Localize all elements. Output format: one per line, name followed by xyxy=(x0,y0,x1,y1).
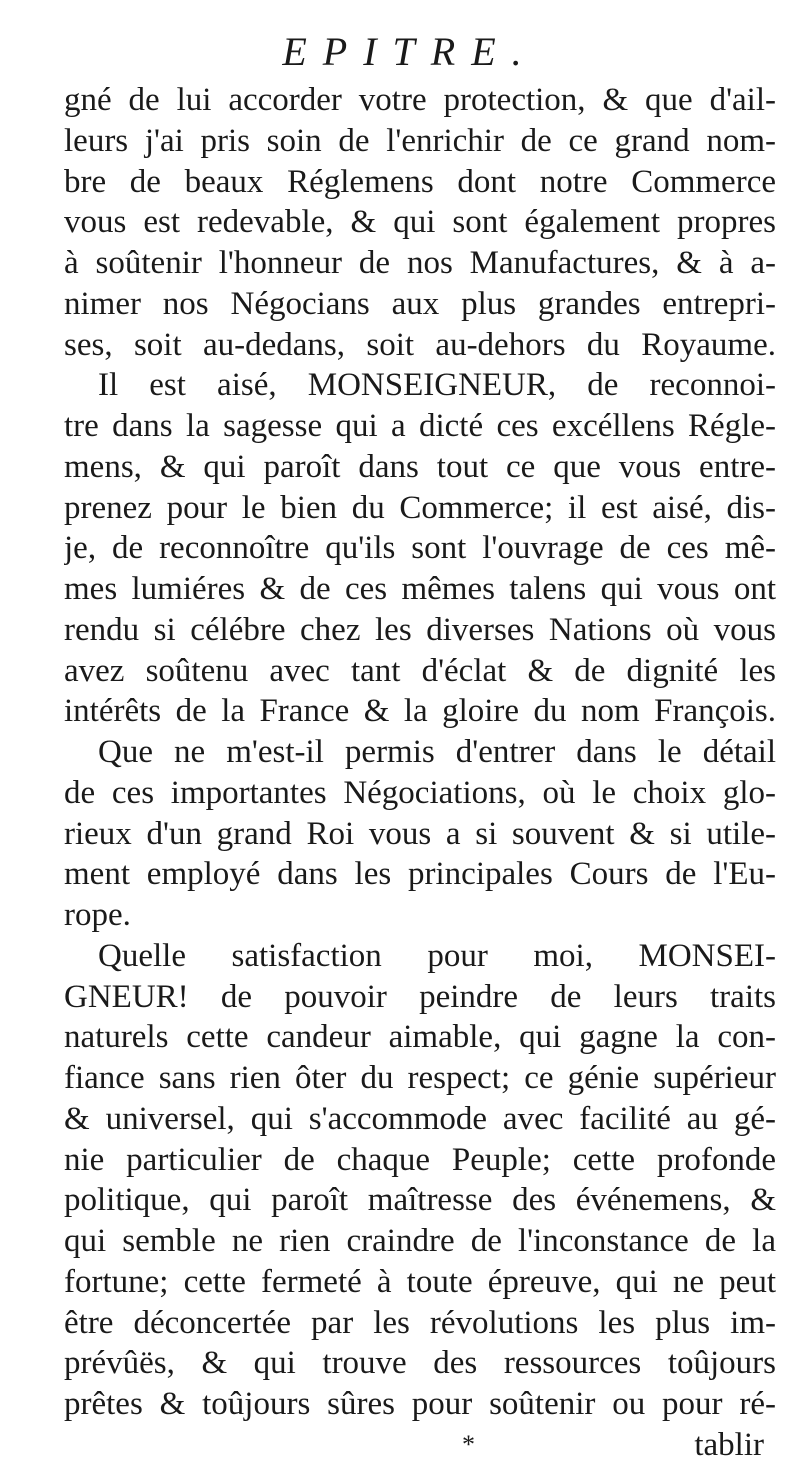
body-text xyxy=(64,80,776,1466)
text-line: mens, & qui paroît dans tout ce que vous entre- xyxy=(64,448,776,485)
text-line: fortune; cette fermeté à toute épreuve, qui ne peut xyxy=(64,1263,776,1300)
text-line: rendu si célébre chez les diverses Nations où vous xyxy=(64,611,776,648)
text-line: qui semble ne rien craindre de l'inconstance de la xyxy=(64,1223,776,1259)
text-line: être déconcertée par les révolutions les plus im- xyxy=(64,1304,776,1341)
text-line: nie particulier de chaque Peuple; cette profonde xyxy=(64,1141,776,1178)
text-line: prenez pour le bien du Commerce; il est aisé, dis- xyxy=(64,489,776,526)
text-line: intérêts de la France & la gloire du nom François. xyxy=(64,693,776,730)
text-lines xyxy=(64,80,776,1425)
text-line: fiance sans rien ôter du respect; ce génie supérieur xyxy=(64,1060,776,1096)
text-line: mes lumiéres & de ces mêmes talens qui vous ont xyxy=(64,571,776,607)
text-line: vous est redevable, & qui sont également propres xyxy=(64,204,776,241)
text-line: Quelle satisfaction pour moi, MONSEI- xyxy=(98,937,776,974)
page-footer xyxy=(64,1425,776,1466)
text-line: leurs j'ai pris soin de l'enrichir de ce grand nom- xyxy=(64,122,776,159)
text-line: ment employé dans les principales Cours de l'Eu- xyxy=(64,856,776,893)
text-line: ses, soit au-dedans, soit au-dehors du Royaume. xyxy=(64,326,776,363)
text-line: prêtes & toûjours sûres pour soûtenir ou pour ré- xyxy=(64,1386,776,1422)
running-head: EPITRE. xyxy=(282,29,538,74)
text-line: de ces importantes Négociations, où le choix glo- xyxy=(64,774,776,811)
signature-mark: * xyxy=(462,1429,475,1459)
text-line: GNEUR! de pouvoir peindre de leurs traits xyxy=(64,978,776,1015)
text-line: politique, qui paroît maîtresse des événemens, & xyxy=(64,1182,776,1219)
text-line: je, de reconnoître qu'ils sont l'ouvrage de ces mê- xyxy=(64,530,776,567)
text-line: rieux d'un grand Roi vous a si souvent & si utile- xyxy=(64,815,776,852)
text-line: rope. xyxy=(64,897,131,933)
text-line: naturels cette candeur aimable, qui gagne la con- xyxy=(64,1019,776,1056)
text-line: bre de beaux Réglemens dont notre Commerce xyxy=(64,163,776,200)
text-line: & universel, qui s'accommode avec facilité au gé- xyxy=(64,1100,776,1137)
text-line: Il est aisé, MONSEIGNEUR, de reconnoi- xyxy=(98,367,776,404)
text-line: prévûës, & qui trouve des ressources toûjours xyxy=(64,1345,776,1382)
text-line: avez soûtenu avec tant d'éclat & de dignité les xyxy=(64,652,776,689)
catchword: tablir xyxy=(694,1426,764,1463)
text-line: nimer nos Négocians aux plus grandes entrepri- xyxy=(64,285,776,322)
text-line: gné de lui accorder votre protection, & que d'ail- xyxy=(64,82,776,118)
text-line: Que ne m'est-il permis d'entrer dans le détail xyxy=(98,734,776,770)
text-line: à soûtenir l'honneur de nos Manufactures, & à a- xyxy=(64,245,776,281)
text-line: tre dans la sagesse qui a dicté ces excéllens Régle- xyxy=(64,408,776,444)
